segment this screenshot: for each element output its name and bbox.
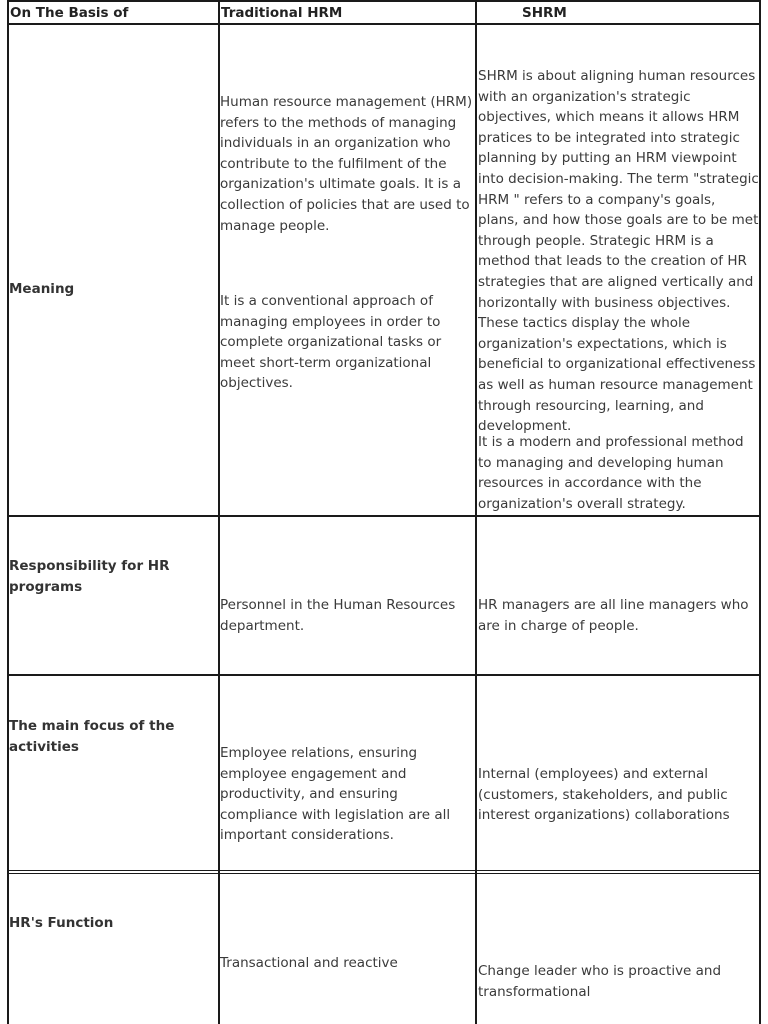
shrm-meaning-cell-2 [478, 432, 759, 514]
shrm-responsibility-cell [478, 595, 759, 636]
shrm-responsibility-text: HR managers are all line managers who are in charge of people. [478, 597, 749, 634]
shrm-focus-cell [478, 764, 759, 826]
shrm-meaning-cell [478, 66, 759, 437]
traditional-function-text: Transactional and reactive [220, 955, 398, 971]
traditional-responsibility-text: Personnel in the Human Resources department. [220, 597, 456, 634]
row-label-hr-function: HR's Function [9, 915, 114, 931]
table-border-top [7, 0, 761, 2]
traditional-meaning-cell-2 [220, 291, 475, 394]
shrm-function-cell [478, 961, 759, 1002]
traditional-responsibility-cell [220, 595, 475, 636]
row-divider-3a [7, 870, 761, 871]
traditional-meaning-para-2: It is a conventional approach of managing employees in order to complete organizational tasks or meet short-term organizational objectives. [220, 293, 442, 392]
row-label-responsibility: Responsibility for HR programs [9, 558, 170, 595]
row-label-main-focus: The main focus of the activities [9, 718, 175, 755]
row-label-meaning: Meaning [9, 281, 75, 297]
shrm-meaning-para-1: SHRM is about aligning human resources with an organization's strategic objectives, which means it allows HRM pratices to be integrated into strategic planning by putting an HRM viewpoint into decision-making. The term "strategic HRM " refers to a company's goals, plans, and how those goals are to be met through people. Strategic HRM is a method that leads to the creation of HR strategies that are aligned vertically and horizontally with business objectives. These tactics display the whole organization's expectations, which is beneficial to organizational effectiveness as well as human resource management through resourcing, learning, and development. [478, 68, 759, 435]
traditional-meaning-para-1: Human resource management (HRM) refers to the methods of managing individuals in an organization who contribute to the fulfilment of the organization's ultimate goals. It is a collection of policies that are used to manage people. [220, 94, 473, 234]
traditional-function-cell [220, 953, 475, 974]
shrm-function-text: Change leader who is proactive and transformational [478, 963, 722, 1000]
header-basis: On The Basis of [10, 5, 129, 21]
row-divider-1 [7, 515, 761, 517]
header-traditional-hrm: Traditional HRM [221, 5, 343, 21]
traditional-focus-cell [220, 743, 475, 846]
row-divider-2 [7, 674, 761, 676]
shrm-focus-text: Internal (employees) and external (customers, stakeholders, and public interest organizations) collaborations [478, 766, 730, 824]
header-shrm: SHRM [522, 5, 567, 21]
shrm-meaning-para-2: It is a modern and professional method to managing and developing human resources in accordance with the organization's overall strategy. [478, 434, 744, 512]
traditional-focus-text: Employee relations, ensuring employee engagement and productivity, and ensuring compliance with legislation are all important considerations. [220, 745, 451, 844]
row-divider-3b [7, 873, 761, 874]
traditional-meaning-cell [220, 92, 475, 236]
